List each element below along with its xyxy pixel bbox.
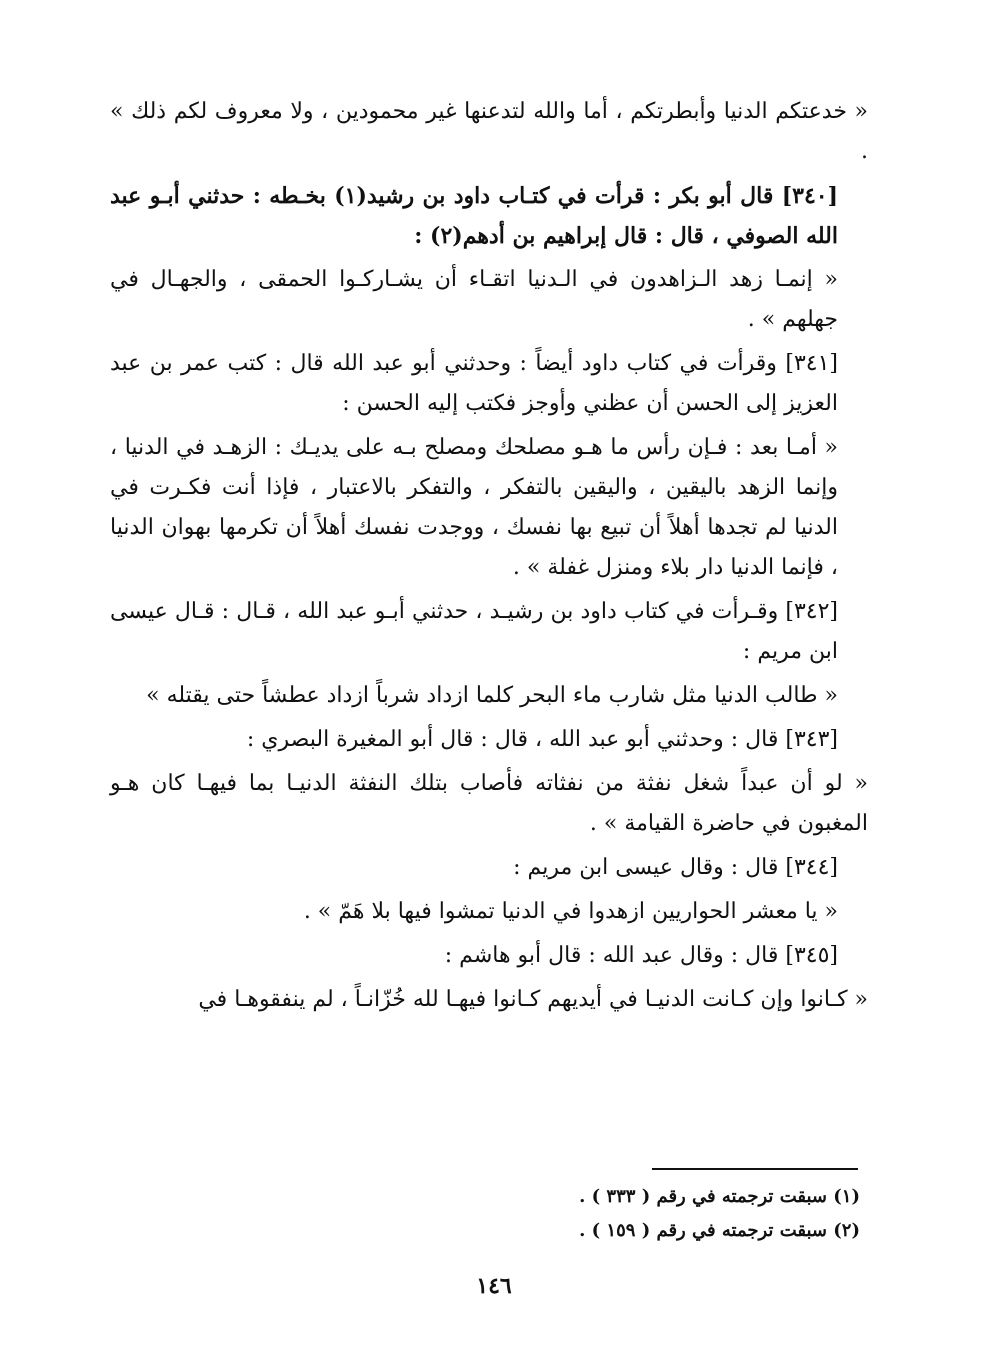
paragraph-quote-343: « لو أن عبداً شغل نفثة من نفثاته فأصاب بتلك النفثة الدنيـا بما فيهـا كان هـو المغبون في حاضرة القيامة » . bbox=[110, 771, 868, 836]
paragraph-quote-342: « طالب الدنيا مثل شارب ماء البحر كلما ازداد شرباً ازداد عطشاً حتى يقتله » bbox=[146, 683, 838, 708]
paragraph-quote-345: « كـانوا وإن كـانت الدنيـا في أيديهم كـانوا فيهـا لله خُزّانـاً ، لم ينفقوهـا في bbox=[198, 987, 868, 1012]
paragraph-344: [٣٤٤] قال : وقال عيسى ابن مريم : bbox=[513, 855, 838, 880]
paragraph-quote-1: « خدعتكم الدنيا وأبطرتكم ، أما والله لتدعنها غير محمودين ، ولا معروف لكم ذلك » . bbox=[110, 99, 868, 164]
paragraph-quote-344: « يا معشر الحواريين ازهدوا في الدنيا تمشوا فيها بلا هَمّ » . bbox=[303, 899, 838, 924]
paragraph-quote-341: « أمـا بعد : فـإن رأس ما هـو مصلحك ومصلح بـه على يديـك : الزهـد في الدنيا ، وإنما الزهد باليقين ، واليقين بالتفكر ، والتفكر بالاعتبار ، فإذا أنت فكـرت في الدنيا لم تجدها أهلاً أن تبيع بها نفسك ، ووجدت نفسك أهلاً أن تكرمها بهوان الدنيا ، فإنما الدنيا دار بلاء ومنزل غفلة » . bbox=[110, 435, 838, 580]
paragraph-340: [٣٤٠] قال أبو بكر : قرأت في كتـاب داود بن رشيد(١) بخـطه : حدثني أبـو عبد الله الصوفي ، قال : قال إبراهيم بن أدهم(٢) : bbox=[110, 183, 839, 249]
paragraph-343: [٣٤٣] قال : وحدثني أبو عبد الله ، قال : قال أبو المغيرة البصري : bbox=[246, 727, 838, 752]
paragraph-quote-340: « إنمـا زهد الـزاهدون في الـدنيا اتقـاء أن يشـاركـوا الحمقى ، والجهـال في جهلهم » . bbox=[110, 267, 838, 332]
page-body bbox=[110, 92, 868, 1024]
paragraph-341: [٣٤١] وقرأت في كتاب داود أيضاً : وحدثني أبو عبد الله قال : كتب عمر بن عبد العزيز إلى الحسن أن عظني وأوجز فكتب إليه الحسن : bbox=[110, 351, 838, 416]
paragraph-345: [٣٤٥] قال : وقال عبد الله : قال أبو هاشم : bbox=[444, 943, 838, 968]
footnote-1: (١) سبقت ترجمته في رقم ( ٣٣٣ ) . bbox=[579, 1186, 860, 1207]
footnotes bbox=[420, 1180, 860, 1248]
paragraph-342: [٣٤٢] وقـرأت في كتاب داود بن رشيـد ، حدثني أبـو عبد الله ، قـال : قـال عيسى ابن مريم : bbox=[110, 599, 838, 664]
page-number: ١٤٦ bbox=[476, 1273, 512, 1299]
footnote-2: (٢) سبقت ترجمته في رقم ( ١٥٩ ) . bbox=[579, 1220, 860, 1241]
footnote-divider bbox=[652, 1168, 858, 1170]
